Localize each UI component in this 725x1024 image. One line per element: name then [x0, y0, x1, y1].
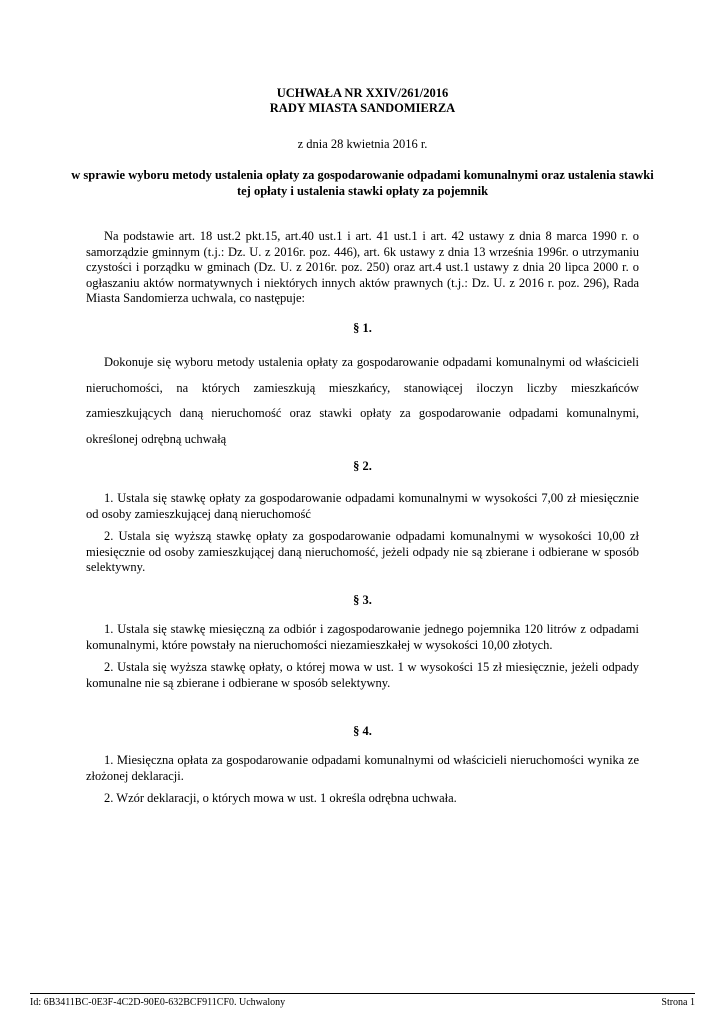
- section-4-paragraph-2: 2. Wzór deklaracji, o których mowa w ust. 1 określa odrębna uchwała.: [104, 791, 457, 806]
- section-4-heading: § 4.: [353, 724, 372, 738]
- section-1-paragraph-1: Dokonuje się wyboru metody ustalenia opłaty za gospodarowanie odpadami komunalnymi od właścicieli nieruchomości, na których zamieszkują mieszkańcy, stanowiącej iloczyn liczby mieszkańców zamieszkujących daną nieruchomość oraz stawki opłaty za gospodarowanie odpadami komunalnymi, określonej odrębną uchwałą: [86, 355, 639, 446]
- section-3-body: [86, 622, 639, 691]
- resolution-subject: w sprawie wyboru metody ustalenia opłaty za gospodarowanie odpadami komunalnymi oraz ustalenia stawki tej opłaty i ustalenia stawki opłaty za pojemnik: [71, 168, 654, 198]
- section-4-body: [86, 753, 639, 807]
- section-1-heading: § 1.: [353, 321, 372, 335]
- section-3-heading: § 3.: [353, 593, 372, 607]
- title-line-1: UCHWAŁA NR XXIV/261/2016: [276, 86, 449, 100]
- resolution-date: z dnia 28 kwietnia 2016 r.: [297, 137, 428, 151]
- footer-page-number: Strona 1: [661, 997, 695, 1008]
- section-2-heading: § 2.: [353, 459, 372, 473]
- title-line-2: RADY MIASTA SANDOMIERZA: [269, 101, 456, 115]
- footer-divider: [30, 993, 695, 994]
- section-2-paragraph-2: 2. Ustala się wyższą stawkę opłaty za gospodarowanie odpadami komunalnymi w wysokości 10,00 zł miesięcznie od osoby zamieszkującej daną nieruchomość, jeżeli odpady nie są zbierane i odbierane w sposób selektywny.: [86, 529, 639, 575]
- section-2-paragraph-1: 1. Ustala się stawkę opłaty za gospodarowanie odpadami komunalnymi w wysokości 7,00 zł miesięcznie od osoby zamieszkującej daną nieruchomość: [86, 491, 639, 521]
- section-2-body: [86, 491, 639, 576]
- section-3-paragraph-2: 2. Ustala się wyższa stawkę opłaty, o której mowa w ust. 1 w wysokości 15 zł miesięcznie, jeżeli odpady komunalne nie są zbierane i odbierane w sposób selektywny.: [86, 660, 639, 690]
- footer-document-id: Id: 6B3411BC-0E3F-4C2D-90E0-632BCF911CF0. Uchwalony: [30, 997, 286, 1008]
- preamble-text: Na podstawie art. 18 ust.2 pkt.15, art.40 ust.1 i art. 41 ust.1 i art. 42 ustawy z dnia 8 marca 1990 r. o samorządzie gminnym (t.j.: Dz. U. z 2016r. poz. 446), art. 6k ustawy z dnia 13 września 1996r. o utrzymaniu czystości i porządku w gminach (Dz. U. z 2016r. poz. 250) oraz art.4 ust.1 ustawy z dnia 20 lipca 2000 r. o ogłaszaniu aktów normatywnych i niektórych innych aktów prawnych (t.j.: Dz. U. z 2016 r. poz. 296), Rada Miasta Sandomierza uchwala, co następuje:: [86, 229, 639, 306]
- section-3-paragraph-1: 1. Ustala się stawkę miesięczną za odbiór i zagospodarowanie jednego pojemnika 120 litrów z odpadami komunalnymi, które powstały na nieruchomości niezamieszkałej w wysokości 10,00 złotych.: [86, 622, 639, 652]
- preamble: [86, 229, 639, 307]
- section-4-paragraph-1: 1. Miesięczna opłata za gospodarowanie odpadami komunalnymi od właścicieli nieruchomości wynika ze złożonej deklaracji.: [86, 753, 639, 783]
- section-1-body: [86, 350, 639, 452]
- resolution-title: [0, 86, 725, 116]
